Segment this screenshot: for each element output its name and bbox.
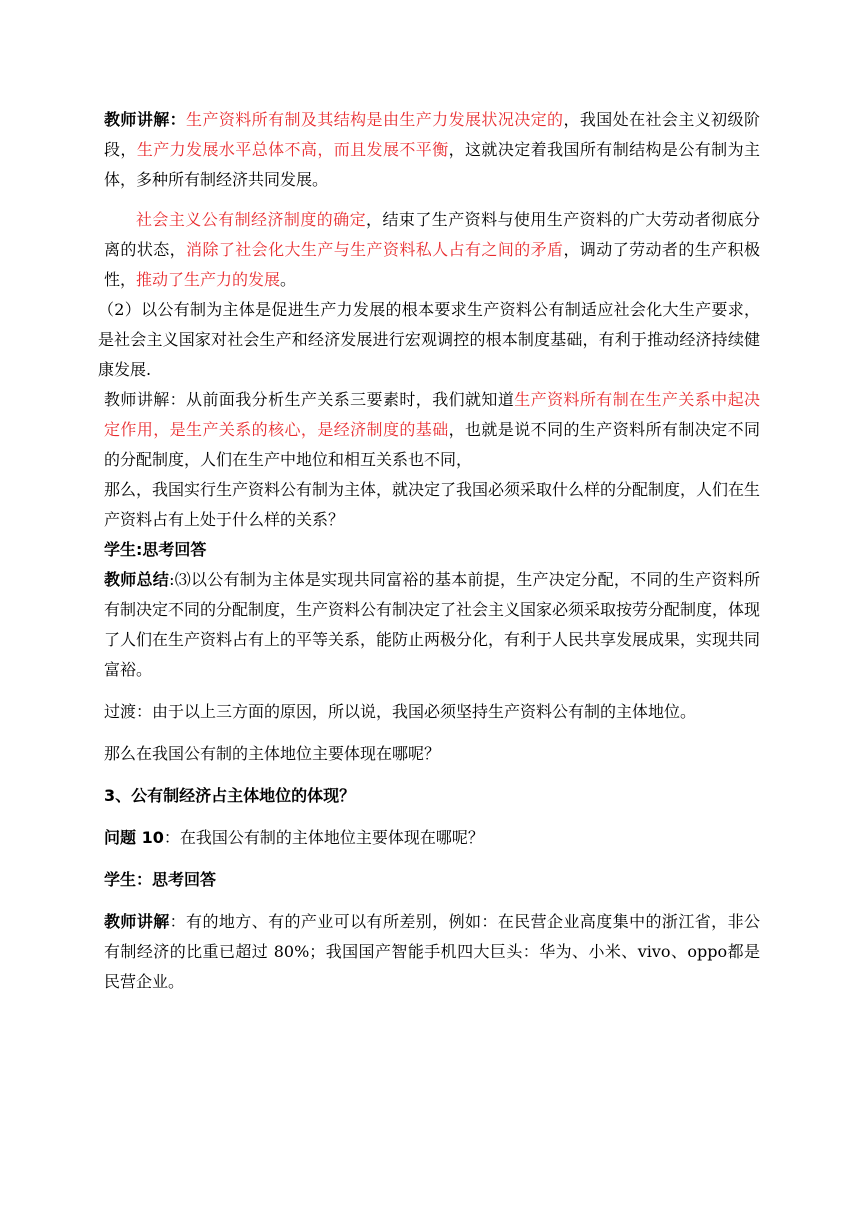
emphasis-text: 社会主义公有制经济制度的确定: [136, 210, 367, 229]
teacher-explanation-label-2: 教师讲解: [104, 912, 170, 931]
body-text: 教师讲解：从前面我分析生产关系三要素时，我们就知道: [104, 390, 515, 409]
body-text: ，我国处在社会主义初级阶段，: [104, 110, 760, 159]
paragraph-transition: 过渡：由于以上三方面的原因，所以说，我国必须坚持生产资料公有制的主体地位。: [104, 702, 697, 721]
body-text: :⑶以公有制为主体是实现共同富裕的基本前提，生产决定分配，不同的生产资料所有制决定不同的分配制度，生产资料公有制决定了社会主义国家必须采取按劳分配制度，体现了人们在生产资料占有上的平等关系，能防止两极分化，有利于人民共享发展成果，实现共同富裕。: [104, 570, 761, 679]
student-answer-label-2: 学生：思考回答: [104, 870, 217, 889]
paragraph-socialist-system: [104, 205, 760, 295]
teacher-summary-label: 教师总结: [104, 570, 170, 589]
document-body: [98, 105, 761, 997]
emphasis-text: 推动了生产力的发展: [136, 270, 281, 289]
emphasis-text: 生产资料所有制及其结构是由生产力发展状况决定的: [186, 110, 564, 129]
question-10-label: 问题 10: [104, 828, 164, 847]
paragraph-teacher-explanation-3: [104, 907, 760, 997]
paragraph-question: 那么，我国实行生产资料公有制为主体，就决定了我国必须采取什么样的分配制度，人们在生产资料占有上处于什么样的关系？: [104, 480, 761, 529]
body-text: ，结束了生产资料与使用生产资料的广大劳动者彻底分离的状态，: [104, 210, 760, 259]
emphasis-text: 消除了社会化大生产与生产资料私人占有之间的矛盾: [186, 240, 564, 259]
emphasis-text: 生产力发展水平总体不高，而且发展不平衡: [136, 140, 449, 159]
body-text: ，这就决定着我国所有制结构是公有制为主体，多种所有制经济共同发展。: [104, 140, 760, 189]
paragraph-lead-question: 那么在我国公有制的主体地位主要体现在哪呢？: [104, 744, 441, 763]
emphasis-text: 生产资料所有制在生产关系中起决定作用，是生产关系的核心，是经济制度的基础: [104, 390, 760, 439]
body-text: 。: [280, 270, 297, 289]
section-heading-3: 3、公有制经济占主体地位的体现？: [104, 786, 356, 805]
body-text: ，也就是说不同的生产资料所有制决定不同的分配制度，人们在生产中地位和相互关系也不同，: [104, 420, 760, 469]
body-text: ：在我国公有制的主体地位主要体现在哪呢？: [163, 828, 484, 847]
body-text: ，调动了劳动者的生产积极性，: [104, 240, 760, 289]
paragraph-teacher-summary: [104, 565, 760, 685]
body-text: ：有的地方、有的产业可以有所差别，例如：在民营企业高度集中的浙江省，非公有制经济的比重已超过 80%；我国国产智能手机四大巨头：华为、小米、vivo、oppo都是民营企业。: [104, 912, 760, 991]
teacher-explanation-label: 教师讲解：: [104, 110, 187, 129]
student-answer-label: 学生:思考回答: [104, 540, 207, 559]
paragraph-question-10: [104, 823, 760, 853]
paragraph-teacher-explanation-1: [104, 105, 760, 195]
paragraph-point-2: （2）以公有制为主体是促进生产力发展的根本要求生产资料公有制适应社会化大生产要求，是社会主义国家对社会生产和经济发展进行宏观调控的根本制度基础，有利于推动经济持续健康发展.: [98, 300, 760, 379]
paragraph-teacher-explanation-2: [104, 385, 760, 475]
